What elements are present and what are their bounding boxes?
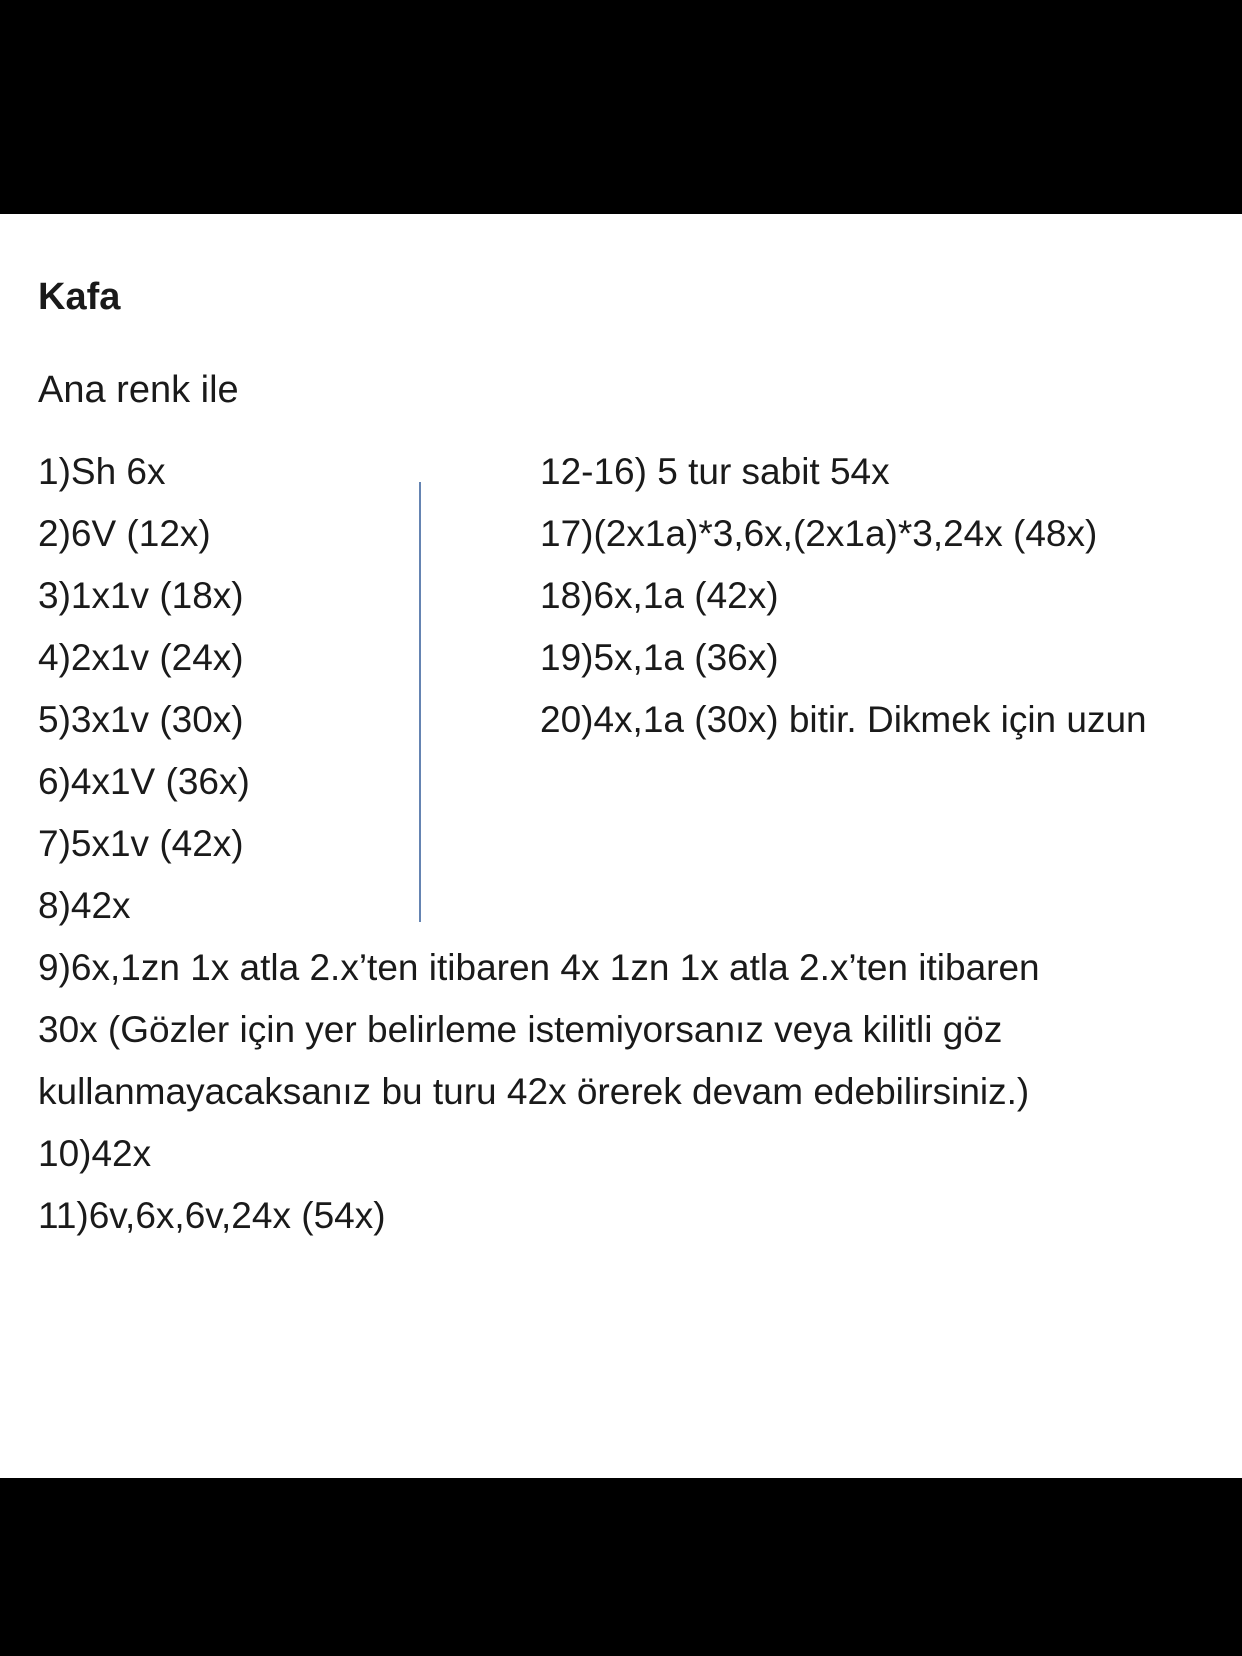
pattern-row: 3)1x1v (18x) (38, 575, 244, 616)
pattern-row: 10)42x (38, 1133, 152, 1174)
pattern-row: 18)6x,1a (42x) (540, 575, 779, 616)
top-black-bar (0, 0, 1242, 214)
document-page (0, 214, 1242, 1478)
bottom-black-bar (0, 1478, 1242, 1656)
pattern-row: 17)(2x1a)*3,6x,(2x1a)*3,24x (48x) (540, 513, 1098, 554)
pattern-row: 19)5x,1a (36x) (540, 637, 779, 678)
pattern-row: 20)4x,1a (30x) bitir. Dikmek için uzun (540, 699, 1147, 740)
pattern-row: 7)5x1v (42x) (38, 823, 244, 864)
pattern-row: 8)42x (38, 885, 131, 926)
pattern-row: kullanmayacaksanız bu turu 42x örerek devam edebilirsiniz.) (38, 1071, 1030, 1112)
page-title: Kafa (38, 276, 121, 318)
pattern-row: 2)6V (12x) (38, 513, 211, 554)
pattern-row: 9)6x,1zn 1x atla 2.x’ten itibaren 4x 1zn 1x atla 2.x’ten itibaren (38, 947, 1040, 988)
page-subtitle: Ana renk ile (38, 369, 239, 411)
pattern-row: 11)6v,6x,6v,24x (54x) (38, 1195, 386, 1236)
pattern-row: 30x (Gözler için yer belirleme istemiyorsanız veya kilitli göz (38, 1009, 1003, 1050)
column-divider (419, 482, 421, 922)
pattern-row: 4)2x1v (24x) (38, 637, 244, 678)
pattern-row: 5)3x1v (30x) (38, 699, 244, 740)
pattern-row: 6)4x1V (36x) (38, 761, 250, 802)
pattern-row: 1)Sh 6x (38, 451, 166, 492)
pattern-row: 12-16) 5 tur sabit 54x (540, 451, 890, 492)
